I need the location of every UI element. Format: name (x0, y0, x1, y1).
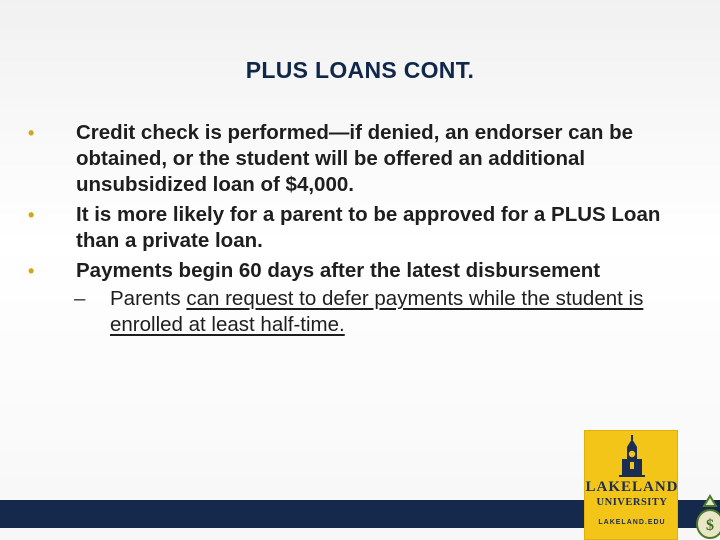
sub-bullet-marker: – (74, 287, 86, 310)
bullet-item (28, 258, 668, 284)
bullet-text: Credit check is performed—if denied, an endorser can be obtained, or the student will be offered an additional unsubsidized loan of $4,000. (76, 121, 634, 196)
bullet-marker: • (28, 261, 35, 281)
slide-title: PLUS LOANS CONT. (245, 57, 475, 83)
bullet-item (28, 202, 668, 254)
logo-name-line1: LAKELAND (585, 479, 679, 495)
logo-url: LAKELAND.EDU (598, 519, 666, 526)
sub-bullet-item (28, 286, 668, 338)
money-bag-icon (694, 492, 720, 540)
logo-name-line2: UNIVERSITY (596, 497, 668, 508)
bullet-list (28, 120, 668, 338)
sub-bullet-prefix: Parents (110, 287, 187, 310)
bullet-item (28, 120, 668, 198)
sub-bullet-underlined-text: can request to defer payments while the student is enrolled at least half-time. (110, 287, 644, 336)
bullet-marker: • (28, 205, 35, 225)
bullet-marker: • (28, 123, 35, 143)
bullet-text: It is more likely for a parent to be approved for a PLUS Loan than a private loan. (76, 203, 661, 252)
clock-tower-icon (585, 431, 679, 481)
svg-text:$: $ (706, 517, 714, 534)
bullet-text: Payments begin 60 days after the latest disbursement (76, 259, 601, 282)
university-logo (584, 430, 678, 540)
